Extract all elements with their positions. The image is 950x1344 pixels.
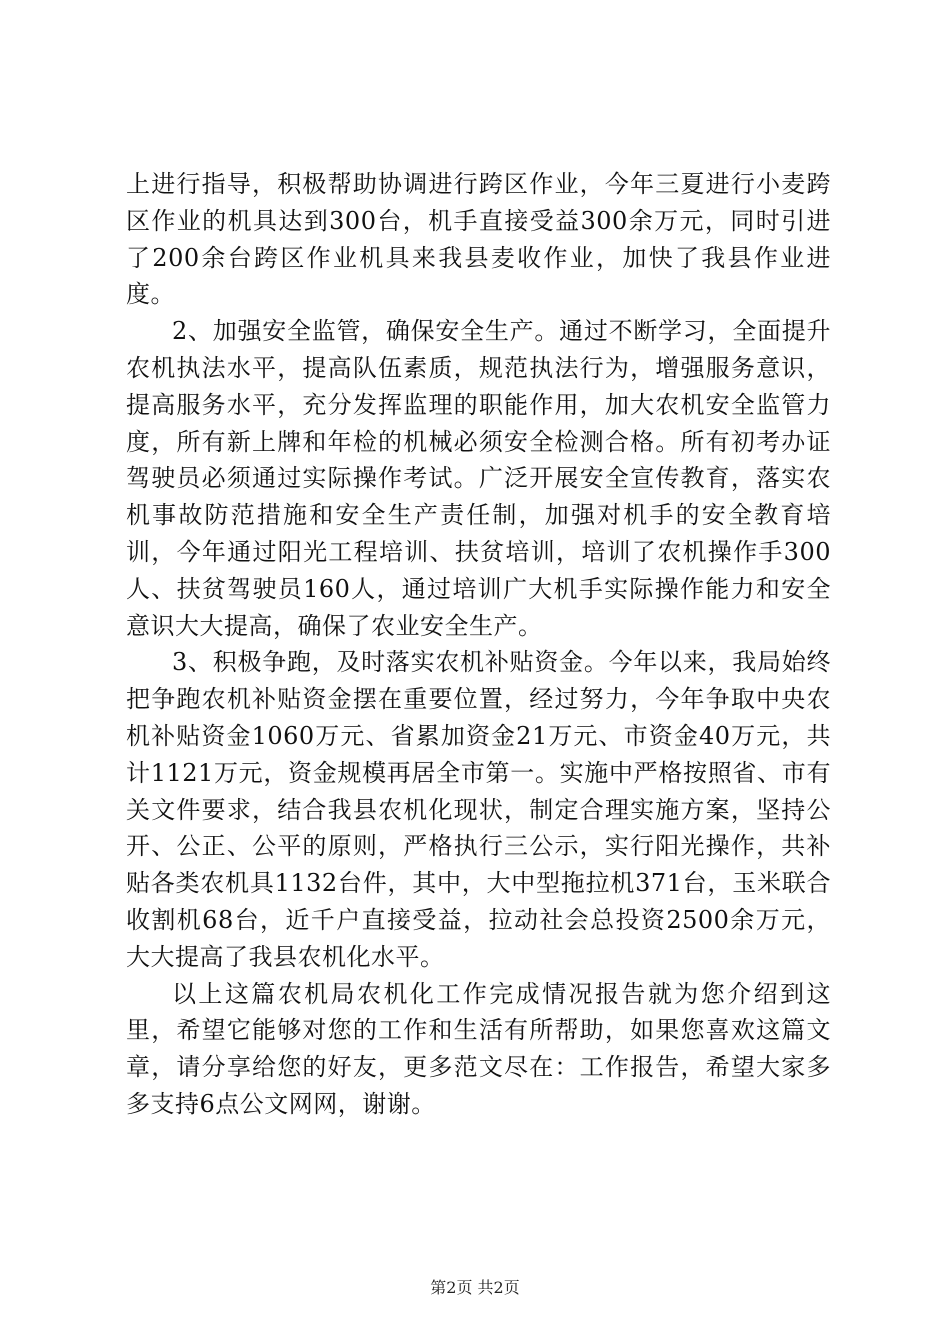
paragraph-4: 以上这篇农机局农机化工作完成情况报告就为您介绍到这里，希望它能够对您的工作和生活有所帮助，如果您喜欢这篇文章，请分享给您的好友，更多范文尽在：工作报告，希望大家多多支持6点公文网网，谢谢。 [126, 979, 831, 1118]
paragraph-3: 3、积极争跑，及时落实农机补贴资金。今年以来，我局始终把争跑农机补贴资金摆在重要位置，经过努力，今年争取中央农机补贴资金1060万元、省累加资金21万元、市资金40万元，共计1121万元，资金规模再居全市第一。实施中严格按照省、市有关文件要求，结合我县农机化现状，制定合理实施方案，坚持公开、公正、公平的原则，严格执行三公示，实行阳光操作，共补贴各类农机具1132台件，其中，大中型拖拉机371台，玉米联合收割机68台，近千户直接受益，拉动社会总投资2500余万元，大大提高了我县农机化水平。 [126, 648, 831, 971]
paragraph-1: 上进行指导，积极帮助协调进行跨区作业，今年三夏进行小麦跨区作业的机具达到300台，机手直接受益300余万元，同时引进了200余台跨区作业机具来我县麦收作业，加快了我县作业进度。 [126, 170, 831, 309]
paragraph-2: 2、加强安全监管，确保安全生产。通过不断学习，全面提升农机执法水平，提高队伍素质，规范执法行为，增强服务意识，提高服务水平，充分发挥监理的职能作用，加大农机安全监管力度，所有新上牌和年检的机械必须安全检测合格。所有初考办证驾驶员必须通过实际操作考试。广泛开展安全宣传教育，落实农机事故防范措施和安全生产责任制，加强对机手的安全教育培训，今年通过阳光工程培训、扶贫培训，培训了农机操作手300人、扶贫驾驶员160人，通过培训广大机手实际操作能力和安全意识大大提高，确保了农业安全生产。 [126, 317, 831, 640]
page-footer: 第2页 共2页 [430, 1278, 520, 1297]
document-body [126, 166, 831, 1123]
